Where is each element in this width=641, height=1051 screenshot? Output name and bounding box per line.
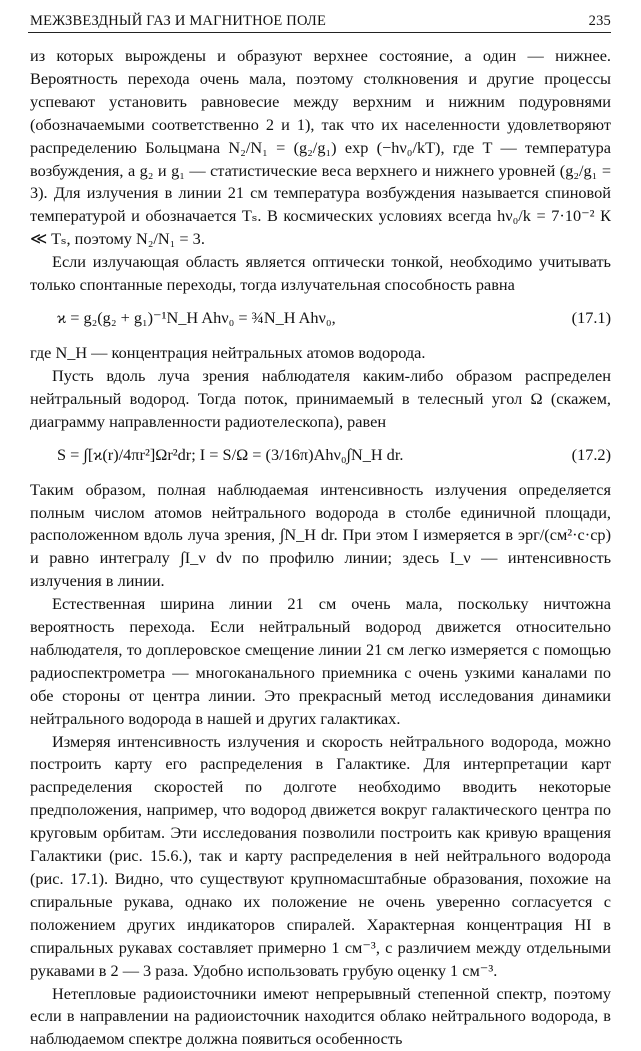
equation-17-1-number: (17.1) [571,307,611,327]
equation-17-2-expression: S = ∫[ϰ(r)/4πr²]Ωr²dr; I = S/Ω = (3/16π)Ahν₀∫N_H dr. [57,444,404,464]
running-header [28,12,611,33]
paragraph-7: Измеряя интенсивность излучения и скорость нейтрального водорода, можно построить карту его распределения в Галактике. Для интерпретации карт распределения скоростей по долготе необходимо вводить некоторые предположения, например, что водород движется вокруг галактического центра по круговым орбитам. Эти исследования позволили построить как кривую вращения Галактики (рис. 15.6.), так и карту распределения в ней нейтрального водорода (рис. 17.1). Видно, что существуют крупномасштабные образования, похожие на спиральные рукава, однако их положение не очень уверенно согласуется с положением других индикаторов спиралей. Характерная концентрация HI в спиральных рукавах составляет примерно 1 см⁻³, с различием между отдельными рукавами в 2 — 3 раза. Удобно использовать грубую оценку 1 см⁻³. [30,731,611,980]
page-number: 235 [588,13,611,29]
paragraph-6: Естественная ширина линии 21 см очень мала, поскольку ничтожна вероятность перехода. Если нейтральный водород движется относительно наблюдателя, то доплеровское смещение линии 21 см легко измеряется с помощью радиоспектрометра — многоканального приемника с очень узкими каналами по обе стороны от центра линии. Это прекрасный метод исследования динамики нейтрального водорода в нашей и других галактиках. [30,594,611,728]
paragraph-4: Пусть вдоль луча зрения наблюдателя каким-либо образом распределен нейтральный водород. Тогда поток, принимаемый в телесный угол Ω (скажем, диаграмму направленности радиотелескопа), равен [30,365,611,431]
page-body [30,45,611,1051]
paragraph-2: Если излучающая область является оптически тонкой, необходимо учитывать только спонтанные переходы, тогда излучательная способность равна [30,252,611,295]
paragraph-1: из которых вырождены и образуют верхнее состояние, а один — нижнее. Вероятность перехода очень мала, поэтому столкновения и другие процессы успевают установить равновесие между верхним и нижним подуровнями (обозначаемыми соответственно 2 и 1), так что их населенности удовлетворяют распределению Больцмана N₂/N₁ = (g₂/g₁) exp (−hν₀/kT), где T — температура возбуждения, а g₂ и g₁ — статистические веса верхнего и нижнего уровней (g₂/g₁ = 3). Для излучения в линии 21 см температура возбуждения называется спиновой температурой и обозначается Tₛ. В космических условиях всегда hν₀/k = 7·10⁻² К ≪ Tₛ, поэтому N₂/N₁ = 3. [30,46,611,249]
equation-17-2 [30,444,611,468]
paragraph-5: Таким образом, полная наблюдаемая интенсивность излучения определяется полным числом атомов нейтрального водорода в столбе единичной площади, расположенном вдоль луча зрения, ∫N_H dr. При этом I измеряется в эрг/(см²·с·ср) и равно интегралу ∫I_ν dν по профилю линии; здесь I_ν — интенсивность излучения в линии. [30,479,611,591]
equation-17-1-expression: ϰ = g₂(g₂ + g₁)⁻¹N_H Ahν₀ = ¾N_H Ahν₀, [57,307,336,327]
equation-17-1 [30,307,611,331]
chapter-title: МЕЖЗВЕЗДНЫЙ ГАЗ И МАГНИТНОЕ ПОЛЕ [30,13,327,29]
paragraph-8: Нетепловые радиоисточники имеют непрерывный степенной спектр, поэтому если в направлении на радиоисточник находится облако нейтрального водорода, в наблюдаемом спектре должна появиться особенность [30,983,611,1049]
paragraph-3: где N_H — концентрация нейтральных атомов водорода. [30,342,426,362]
equation-17-2-number: (17.2) [571,444,611,464]
